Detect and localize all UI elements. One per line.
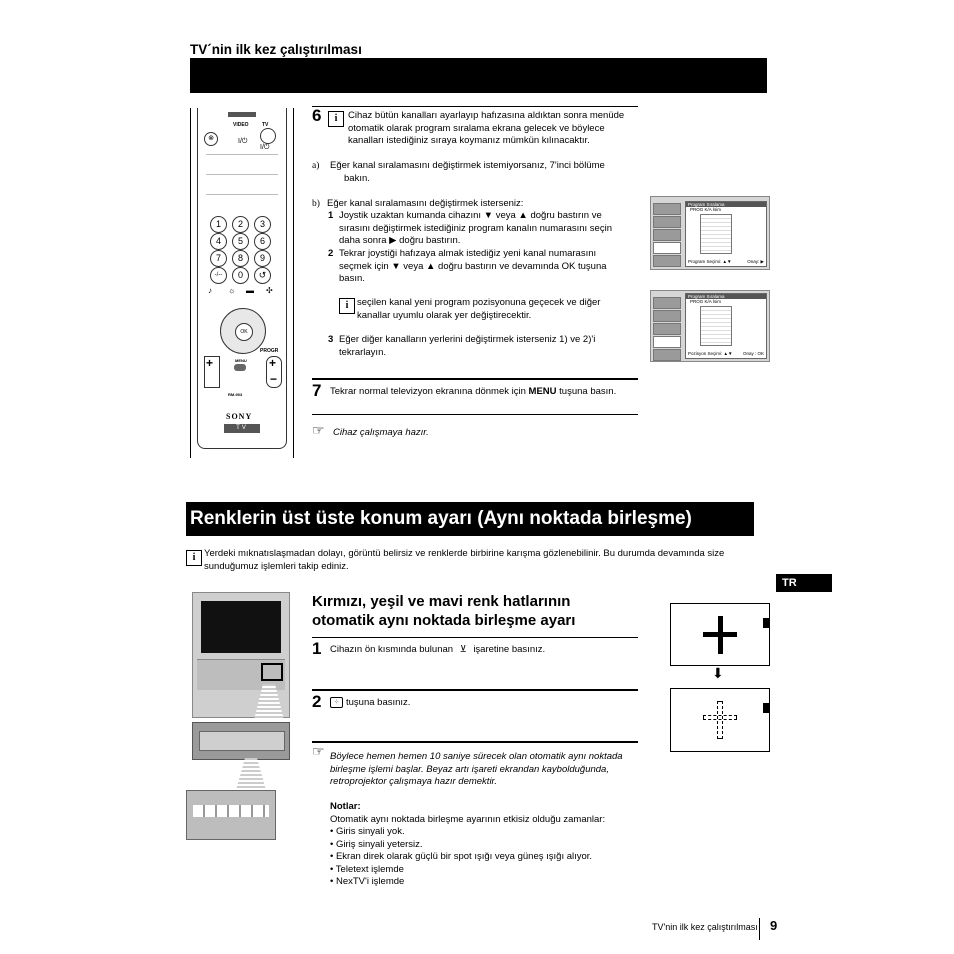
step6-number: 6 <box>312 106 322 125</box>
remote-row-buttons-1 <box>206 154 278 165</box>
remote-digit-button[interactable]: 1 <box>210 216 227 233</box>
convergence-note: Böylece hemen hemen 10 saniye sürecek olan otomatik aynı noktada birleşme işlemi başlar. Beyaz artı işareti ekrandan kaybolduğunda, retroprojektor çalışmaya hazır demektir. <box>330 751 623 787</box>
tv-power-icon: I/⏻ <box>260 144 270 151</box>
osd-title: Program Sıralama <box>686 202 766 207</box>
remote-digit-button[interactable]: 0 <box>232 267 249 284</box>
volume-plus-icon[interactable]: + <box>206 356 214 370</box>
cross-vertical-dotted <box>717 701 723 739</box>
remote-digit-button[interactable]: 8 <box>232 250 249 267</box>
remote-digit-button[interactable]: ↺ <box>254 267 271 284</box>
remote-digit-button[interactable]: 5 <box>232 233 249 250</box>
side-marker <box>763 618 769 628</box>
osd-columns: PROG K/A İsim <box>690 207 722 212</box>
osd-channel-list <box>700 306 732 346</box>
cross-screen-dotted <box>670 688 770 752</box>
osd-screen-2 <box>650 290 770 362</box>
list-item: • Teletext işlemde <box>330 864 404 875</box>
remote-digit-button[interactable]: 6 <box>254 233 271 250</box>
program-sort-menu <box>685 293 767 359</box>
remote-digit-button[interactable]: 9 <box>254 250 271 267</box>
remote-color-row: ♪ ☼ ▬ ✣ <box>208 286 273 295</box>
step6-intro: Cihaz bütün kanalları ayarlayıp hafızasına aldıktan sonra menüde otomatik olarak program sıralama ekrana gelecek ve böylece kanalları istediğiniz sıraya koymanız mümkün kılınacaktır. <box>348 110 625 146</box>
program-minus-icon[interactable]: − <box>270 372 278 386</box>
list-item: • NexTV'i işlemde <box>330 876 405 887</box>
osd-screen-1 <box>650 196 770 270</box>
osd-footer-left: Program Seçimi: ▲▼ <box>688 259 732 264</box>
info-icon: i <box>328 111 344 127</box>
video-power-icon[interactable]: I/⏻ <box>238 138 248 145</box>
info-icon: i <box>186 550 202 566</box>
step6-rule <box>312 106 638 107</box>
remote-model-label: RM-903 <box>228 392 243 397</box>
substep1-number: 1 <box>328 210 334 221</box>
remote-panel <box>190 108 294 458</box>
convergence-icon: ⊻ <box>459 644 467 655</box>
program-sort-menu <box>685 201 767 267</box>
remote-tv-label: TV <box>262 122 269 128</box>
header-black-bar <box>190 58 767 93</box>
remote-row-buttons-3 <box>206 194 278 205</box>
notes-title: Notlar: <box>330 801 361 812</box>
remote-digit-button[interactable]: -/-- <box>210 267 227 284</box>
osd-columns: PROG K/A İsim <box>690 299 722 304</box>
step1-number: 1 <box>312 639 322 658</box>
tv-power-button[interactable] <box>260 128 276 144</box>
program-plus-icon[interactable]: + <box>269 356 277 370</box>
language-tab: TR <box>776 574 832 592</box>
notes-intro: Otomatik aynı noktada birleşme ayarının etkisiz olduğu zamanlar: <box>330 814 606 825</box>
remote-digit-button[interactable]: 4 <box>210 233 227 250</box>
osd-channel-list <box>700 214 732 254</box>
step2-number: 2 <box>312 692 322 711</box>
step2-rule <box>312 689 638 691</box>
footer-text: TV'nin ilk kez çalıştırılması <box>652 922 758 932</box>
osd-title: Program Sıralama <box>686 294 766 299</box>
info-icon: i <box>339 298 355 314</box>
list-item: • Ekran direk olarak güçlü bir spot ışığı veya güneş ışığı alıyor. <box>330 851 593 862</box>
list-item: • Giris sinyali yok. <box>330 826 405 837</box>
substep2-number: 2 <box>328 248 334 259</box>
subsection-title: Kırmızı, yeşil ve mavi renk hatlarının otomatik aynı noktada birleşme ayarı <box>312 593 576 629</box>
menu-icon-column <box>653 203 681 268</box>
step6-a-label: a) <box>312 161 320 171</box>
remote-brand-label: SONY <box>226 412 253 421</box>
osd-footer-right: Onay: ▶ <box>747 259 764 264</box>
remote-row-buttons-2 <box>206 174 278 185</box>
convergence-button-icon: ⁘ <box>330 697 343 708</box>
remote-video-label: VIDEO <box>233 122 249 128</box>
list-item: • Giriş sinyali yetersiz. <box>330 839 423 850</box>
note-rule <box>312 741 638 743</box>
step6-b-label: b) <box>312 199 320 209</box>
panel-closeup-illustration <box>192 722 290 760</box>
step7-rule <box>312 378 638 380</box>
mute-icon[interactable]: ⊗ <box>204 132 218 146</box>
cross-vertical <box>718 616 723 654</box>
section-title: TV´nin ilk kez çalıştırılması <box>190 42 362 57</box>
step7-text: Tekrar normal televizyon ekranına dönmek için MENU tuşuna basın. <box>330 386 617 397</box>
remote-digit-button[interactable]: 2 <box>232 216 249 233</box>
remote-tv-button[interactable]: TV <box>224 424 260 433</box>
side-marker <box>763 703 769 713</box>
down-arrow-icon: ⬇ <box>712 665 724 681</box>
step7-number: 7 <box>312 381 322 400</box>
menu-button[interactable] <box>234 364 246 371</box>
substep1-text: Joystik uzaktan kumanda cihazını ▼ veya ▲ doğru bastırın ve sırasını değiştirmek istediğiniz program kanalın numarasını seçin daha sonra ▶ doğru bastırın. <box>339 210 612 246</box>
page-number: 9 <box>770 918 778 933</box>
buttons-closeup-illustration <box>186 790 276 840</box>
hand-pointer-icon: ☞ <box>312 422 325 438</box>
tv-screen <box>201 601 281 653</box>
ready-rule <box>312 414 638 415</box>
remote-body <box>197 108 287 449</box>
remote-digit-button[interactable]: 3 <box>254 216 271 233</box>
hand-pointer-icon: ☞ <box>312 743 325 759</box>
remote-ir-window <box>228 112 256 117</box>
menu-icon-column <box>653 297 681 362</box>
panel-slot <box>199 731 285 751</box>
step1-text: Cihazın ön kısmında bulunan ⊻ işaretine basınız. <box>330 644 546 655</box>
section2-info: Yerdeki mıknatıslaşmadan dolayı, görüntü belirsiz ve renklerde birbirine karışma gözlenebilinir. Bu durumda devamında size sunduğumuz işlemleri takip ediniz. <box>204 548 725 572</box>
ready-note: Cihaz çalışmaya hazır. <box>333 427 429 438</box>
cross-screen-solid <box>670 603 770 666</box>
remote-digit-button[interactable]: 7 <box>210 250 227 267</box>
footer-divider <box>759 918 760 940</box>
remote-progr-label: PROGR <box>260 348 279 354</box>
remote-digit-pad <box>210 216 276 282</box>
osd-footer-right: Onay : OK <box>742 351 764 356</box>
substep2-text: Tekrar joystiği hafızaya almak istediğiz yeni kanal numarasını seçmek için ▼ veya ▲ doğru bastırın ve devamında OK tuşuna basın. <box>339 248 607 284</box>
osd-footer-left: Pozisyon Seçimi: ▲▼ <box>688 351 733 356</box>
step2-text: tuşuna basınız. <box>346 697 411 708</box>
step6-a-text: Eğer kanal sıralamasını değiştirmek istemiyorsanız, 7'inci bölüme bakın. <box>330 160 605 184</box>
substep3-text: Eğer diğer kanalların yerlerini değiştirmek isterseniz 1) ve 2)'i tekrarlayın. <box>339 334 596 358</box>
step6-b-intro: Eğer kanal sıralamasını değiştirmek isterseniz: <box>327 198 524 209</box>
substep3-number: 3 <box>328 334 334 345</box>
button-row <box>193 805 269 817</box>
step1-rule <box>312 637 638 638</box>
tv-highlight-box <box>261 663 283 681</box>
substep2-note: seçilen kanal yeni program pozisyonuna geçecek ve diğer kanallar uyumlu olarak yer değiştirecektir. <box>357 297 601 321</box>
remote-menu-label: MENU <box>235 358 247 363</box>
joystick-ok[interactable]: OK <box>235 323 253 341</box>
zoom-arrow-graphic <box>236 758 266 790</box>
section2-title: Renklerin üst üste konum ayarı (Aynı noktada birleşme) <box>186 502 754 536</box>
